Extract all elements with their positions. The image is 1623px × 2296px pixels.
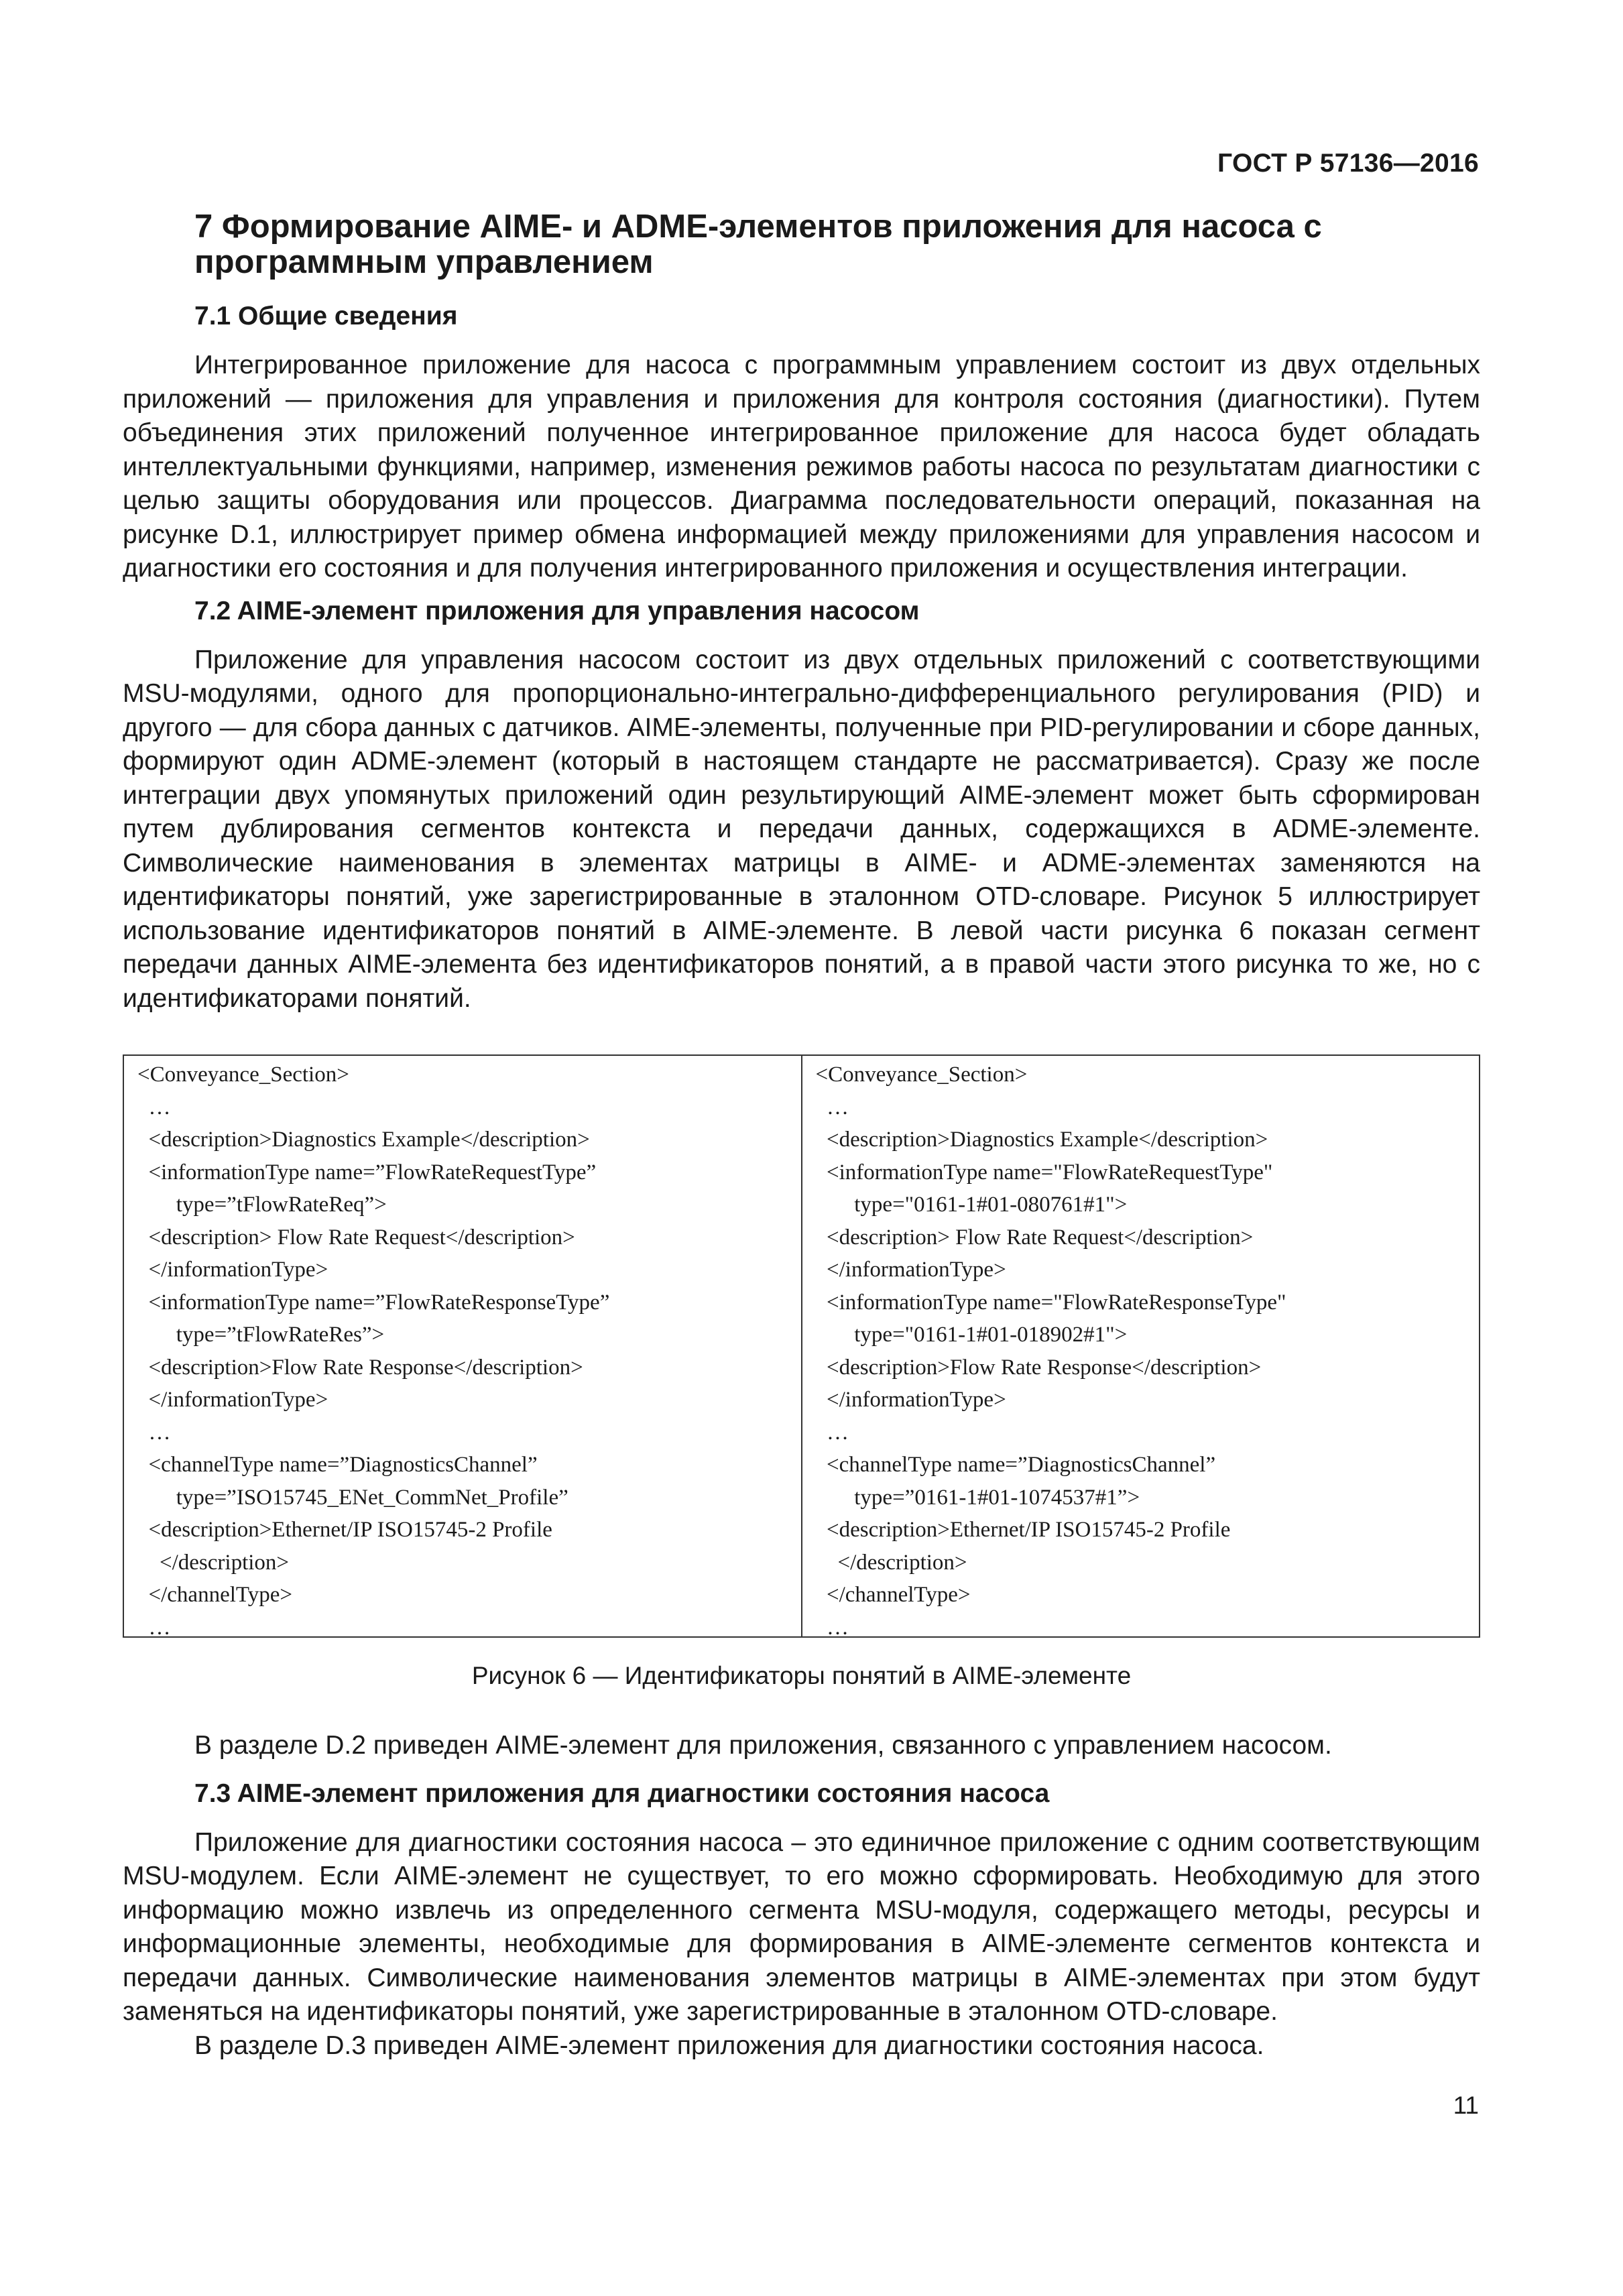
section-7-1-paragraph: Интегрированное приложение для насоса с программным управлением состоит из двух отдельных приложений — приложения для управления и приложения для контроля состояния (диагностики). Путем объединения этих приложений полученное интегрированное приложение для насоса будет обладать интеллектуальными функциями, например, изменения режимов работы насоса по результатам диагностики с целью защиты оборудования или процессов. Диаграмма последовательности операций, показанная на рисунке D.1, иллюстрирует пример обмена информацией между приложениями для управления насосом и диагностики его состояния и для получения интегрированного приложения и осуществления интеграции.	[123, 351, 1480, 583]
code-line: type=”0161-1#01-1074537#1”>	[815, 1485, 1140, 1510]
code-line: <description>Ethernet/IP ISO15745-2 Profile	[815, 1518, 1231, 1542]
section-7-title: 7 Формирование AIME- и ADME-элементов приложения для насоса с программным управлением	[194, 208, 1322, 280]
code-line: <description>Flow Rate Response</description>	[137, 1355, 583, 1380]
code-line: …	[137, 1095, 171, 1120]
code-line: <Conveyance_Section>	[815, 1063, 1028, 1087]
code-line: <Conveyance_Section>	[137, 1063, 349, 1087]
section-7-3-title: 7.3 AIME-элемент приложения для диагностики состояния насоса	[194, 1778, 1050, 1808]
section-7-3-paragraph: Приложение для диагностики состояния насоса – это единичное приложение с одним соответствующим MSU-модулем. Если AIME-элемент не существует, то его можно сформировать. Необходимую для этого информацию можно извлечь из определенного сегмента MSU-модуля, содержащего методы, ресурсы и информационные элементы, необходимые для формирования в AIME-элементе сегментов контекста и передачи данных. Символические наименования элементов матрицы в AIME-элементах при этом будут заменяться на идентификаторы понятий, уже зарегистрированные в эталонном OTD-словаре.	[123, 1827, 1480, 2026]
code-line: </informationType>	[137, 1388, 328, 1412]
code-line: <description>Diagnostics Example</description>	[137, 1128, 590, 1152]
page-number: 11	[1453, 2092, 1479, 2119]
section-7-1-title: 7.1 Общие сведения	[194, 302, 458, 330]
code-line: <channelType name=”DiagnosticsChannel”	[815, 1453, 1216, 1477]
code-line: …	[815, 1615, 849, 1640]
figure-6-code-comparison	[123, 1054, 1480, 1638]
code-line: </description>	[815, 1550, 967, 1575]
section-7-2-reference: В разделе D.2 приведен AIME-элемент для приложения, связанного с управлением насосом.	[194, 1731, 1332, 1760]
code-line: <description>Flow Rate Response</description>	[815, 1355, 1262, 1380]
code-line: type="0161-1#01-080761#1">	[815, 1193, 1128, 1217]
code-line: <description> Flow Rate Request</description>	[137, 1225, 575, 1250]
figure-6-caption: Рисунок 6 — Идентификаторы понятий в AIME-элементе	[471, 1662, 1132, 1689]
code-line: </informationType>	[815, 1258, 1006, 1282]
document-body	[123, 209, 1480, 2063]
code-line: <description>Ethernet/IP ISO15745-2 Profile	[137, 1518, 552, 1542]
code-line: …	[137, 1615, 171, 1640]
code-line: type=”tFlowRateRes”>	[137, 1323, 385, 1347]
code-line: <informationType name="FlowRateRequestType"	[815, 1160, 1273, 1185]
document-id-header: ГОСТ Р 57136—2016	[1217, 149, 1479, 178]
code-line: …	[815, 1420, 849, 1445]
code-line: type=”ISO15745_ENet_CommNet_Profile”	[137, 1485, 568, 1510]
code-line: <informationType name=”FlowRateResponseType”	[137, 1290, 610, 1315]
code-line: <description> Flow Rate Request</description>	[815, 1225, 1254, 1250]
code-line: …	[137, 1420, 171, 1445]
code-line: </channelType>	[815, 1583, 971, 1607]
code-line: type=”tFlowRateReq”>	[137, 1193, 387, 1217]
code-line: type="0161-1#01-018902#1">	[815, 1323, 1128, 1347]
code-line: <description>Diagnostics Example</description>	[815, 1128, 1268, 1152]
code-with-identifiers	[801, 1056, 1480, 1640]
section-7-3-reference: В разделе D.3 приведен AIME-элемент приложения для диагностики состояния насоса.	[194, 2031, 1264, 2060]
code-line: </description>	[137, 1550, 290, 1575]
code-line: …	[815, 1095, 849, 1120]
code-line: <informationType name=”FlowRateRequestType”	[137, 1160, 597, 1185]
code-line: <informationType name="FlowRateResponseType"	[815, 1290, 1286, 1315]
code-line: </informationType>	[815, 1388, 1006, 1412]
section-7-2-paragraph: Приложение для управления насосом состоит из двух отдельных приложений с соответствующими MSU-модулями, одного для пропорционально-интегрально-дифференциального регулирования (PID) и другого — для сбора данных с датчиков. AIME-элементы, полученные при PID-регулировании и сборе данных, формируют один ADME-элемент (который в настоящем стандарте не рассматривается). Сразу же после интеграции двух упомянутых приложений один результирующий AIME-элемент может быть сформирован путем дублирования сегментов контекста и передачи данных, содержащихся в ADME-элементе. Символические наименования в элементах матрицы в AIME- и ADME-элементах заменяются на идентификаторы понятий, уже зарегистрированные в эталонном OTD-словаре. Рисунок 5 иллюстрирует использование идентификаторов понятий в AIME-элементе. В левой части рисунка 6 показан сегмент передачи данных AIME-элемента без идентификаторов понятий, а в правой части этого рисунка то же, но с идентификаторами понятий.	[123, 645, 1480, 1013]
section-7-2-title: 7.2 AIME-элемент приложения для управления насосом	[194, 596, 920, 625]
code-without-identifiers	[124, 1056, 801, 1640]
code-line: </informationType>	[137, 1258, 328, 1282]
code-line: </channelType>	[137, 1583, 292, 1607]
code-line: <channelType name=”DiagnosticsChannel”	[137, 1453, 538, 1477]
